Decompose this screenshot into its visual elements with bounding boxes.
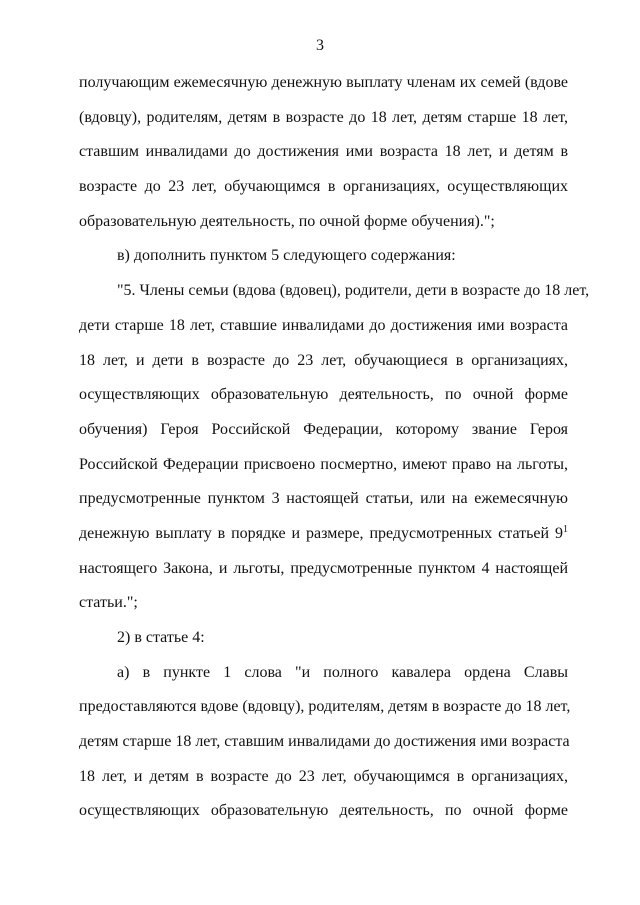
text-line: предусмотренные пунктом 3 настоящей статьи, или на ежемесячную xyxy=(79,490,568,508)
text-line: 18 лет, и дети в возрасте до 23 лет, обучающиеся в организациях, xyxy=(79,351,568,369)
superscript: 1 xyxy=(563,523,568,535)
text-line: обучения) Героя Российской Федерации, которому звание Героя xyxy=(79,420,568,438)
text-line: настоящего Закона, и льготы, предусмотренные пунктом 4 настоящей xyxy=(79,559,568,577)
document-body xyxy=(79,66,590,829)
text-line: осуществляющих образовательную деятельность, по очной форме xyxy=(79,802,568,820)
text-line: осуществляющих образовательную деятельность, по очной форме xyxy=(79,386,568,404)
text-line: дети старше 18 лет, ставшие инвалидами до достижения ими возраста xyxy=(79,316,568,334)
text-line: Российской Федерации присвоено посмертно, имеют право на льготы, xyxy=(79,455,568,473)
text-line: предоставляются вдове (вдовцу), родителям, детям в возрасте до 18 лет, xyxy=(79,698,571,716)
text-line: в) дополнить пунктом 5 следующего содержания: xyxy=(117,247,456,265)
text-line: 2) в статье 4: xyxy=(117,629,205,646)
text-line: возрасте до 23 лет, обучающимся в организациях, осуществляющих xyxy=(79,178,568,196)
page-number: 3 xyxy=(316,37,324,54)
text-line: детям старше 18 лет, ставшим инвалидами до достижения ими возраста xyxy=(79,733,570,751)
text-line: (вдовцу), родителям, детям в возрасте до 18 лет, детям старше 18 лет, xyxy=(79,108,568,126)
text-line: образовательную деятельность, по очной форме обучения)."; xyxy=(79,212,495,230)
text-line: статьи."; xyxy=(79,594,138,612)
text-line: 18 лет, и детям в возрасте до 23 лет, обучающимся в организациях, xyxy=(79,767,568,785)
text-line-main: денежную выплату в порядке и размере, предусмотренных статьей 9 xyxy=(79,524,563,542)
text-line: "5. Члены семьи (вдова (вдовец), родители, дети в возрасте до 18 лет, xyxy=(117,282,590,300)
text-line: получающим ежемесячную денежную выплату членам их семей (вдове xyxy=(79,74,568,91)
text-line-with-superscript xyxy=(79,517,568,552)
text-line: ставшим инвалидами до достижения ими возраста 18 лет, и детям в xyxy=(79,143,568,161)
text-line: а) в пункте 1 слова "и полного кавалера ордена Славы xyxy=(117,663,568,681)
